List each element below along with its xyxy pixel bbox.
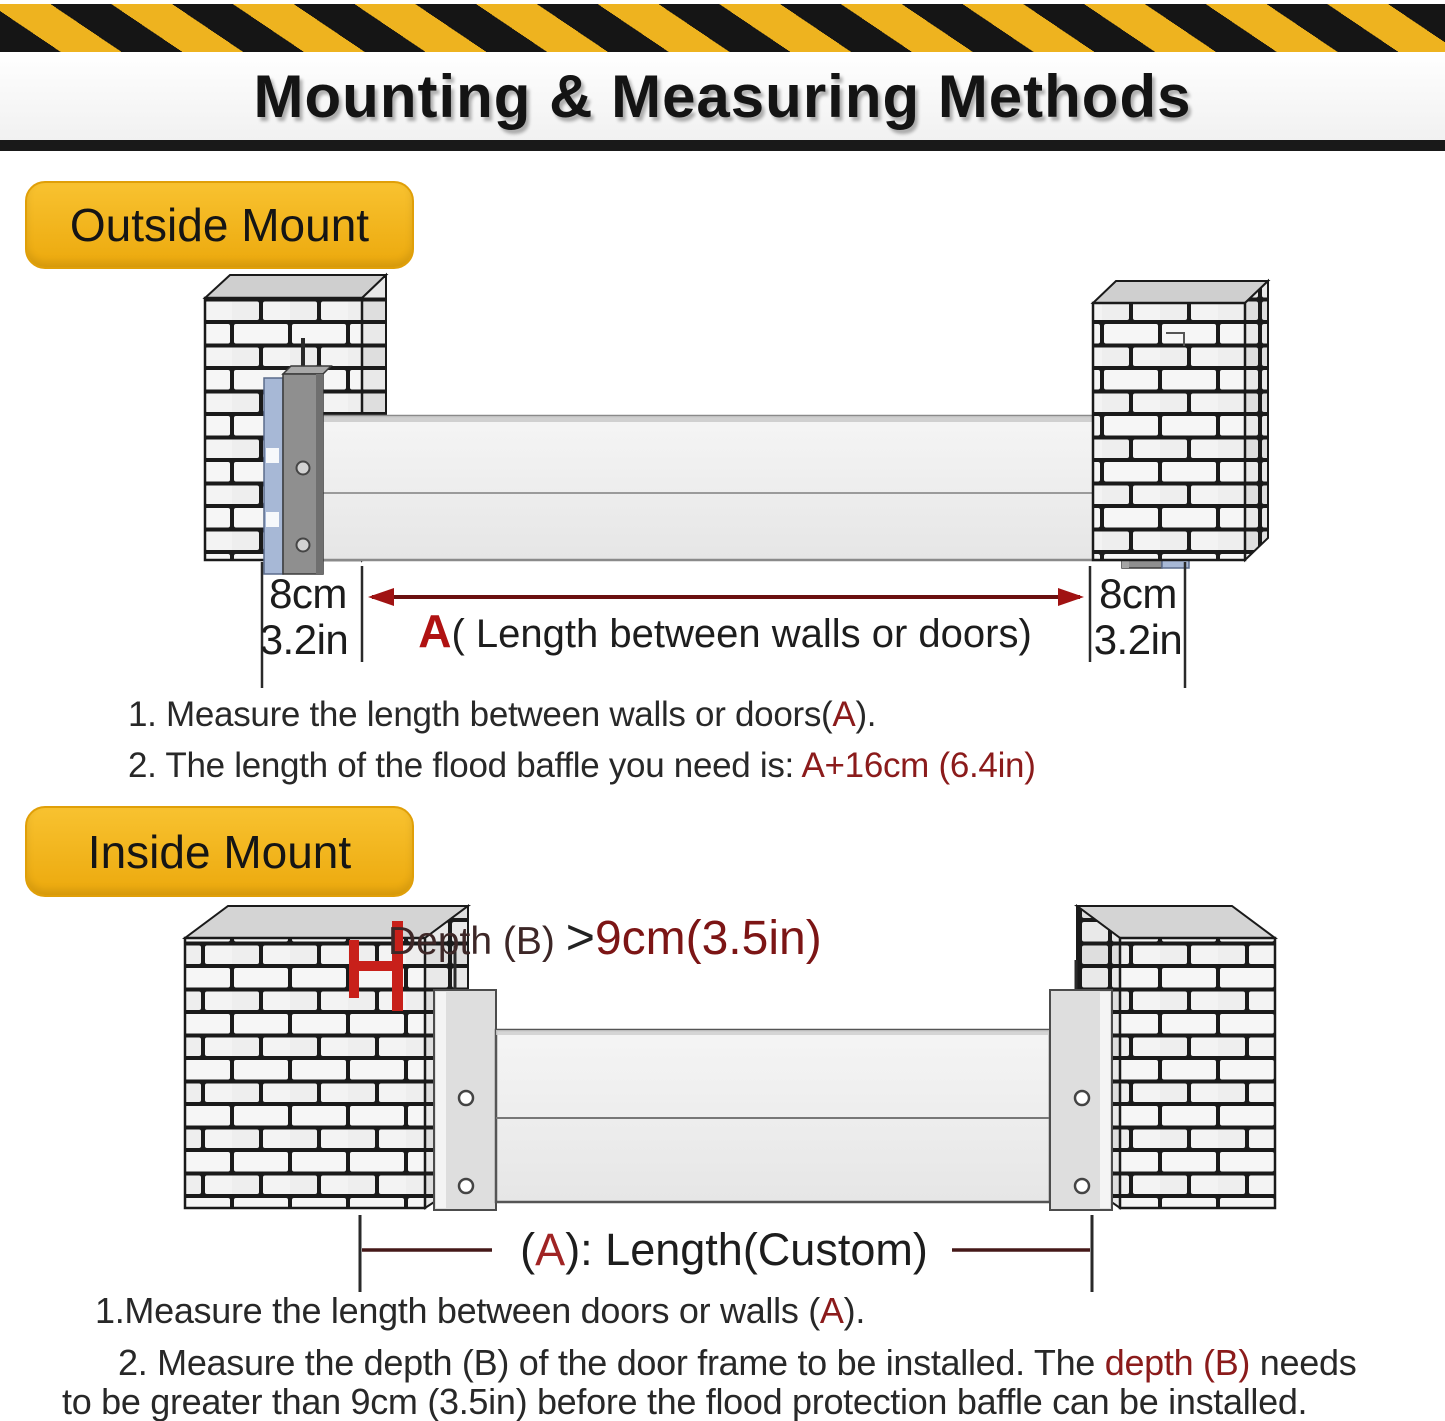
screw [459, 1179, 473, 1193]
outside-left-32in: 3.2in [259, 616, 349, 663]
seal-strip-blue [264, 378, 283, 574]
flood-barrier-panel-outside [322, 416, 1128, 560]
screw [1075, 1179, 1089, 1193]
outside-step-1: 1. Measure the length between walls or doors(A). [128, 695, 877, 734]
length-custom-label: (A): Length(Custom) [520, 1224, 928, 1275]
screw [297, 462, 310, 475]
screw [459, 1091, 473, 1105]
outside-left-8cm: 8cm [269, 570, 347, 617]
inside-step-1: 1.Measure the length between doors or walls (A). [95, 1290, 866, 1331]
length-a-label: A( Length between walls or doors) [418, 605, 1032, 657]
page-title: Mounting & Measuring Methods [253, 62, 1192, 130]
depth-b-label: Depth (B) >9cm(3.5in) [388, 909, 822, 965]
flood-barrier-panel-inside [496, 1030, 1050, 1202]
inside-step-2-line1: 2. Measure the depth (B) of the door frame to be installed. The depth (B) needs [118, 1342, 1357, 1383]
outside-right-8cm: 8cm [1099, 570, 1177, 617]
outside-right-32in: 3.2in [1093, 616, 1183, 663]
outside-right-pillar [1093, 281, 1268, 560]
length-a-letter: A [418, 605, 452, 657]
inside-step-2-line2: to be greater than 9cm (3.5in) before the flood protection baffle can be installed. [62, 1381, 1308, 1421]
outside-mount-label-text: Outside Mount [69, 199, 370, 251]
screw [1075, 1091, 1089, 1105]
screw [297, 539, 310, 552]
inside-right-bracket [1050, 960, 1112, 1210]
outside-step-2: 2. The length of the flood baffle you need is: A+16cm (6.4in) [128, 746, 1036, 785]
inside-mount-label-text: Inside Mount [87, 825, 352, 878]
